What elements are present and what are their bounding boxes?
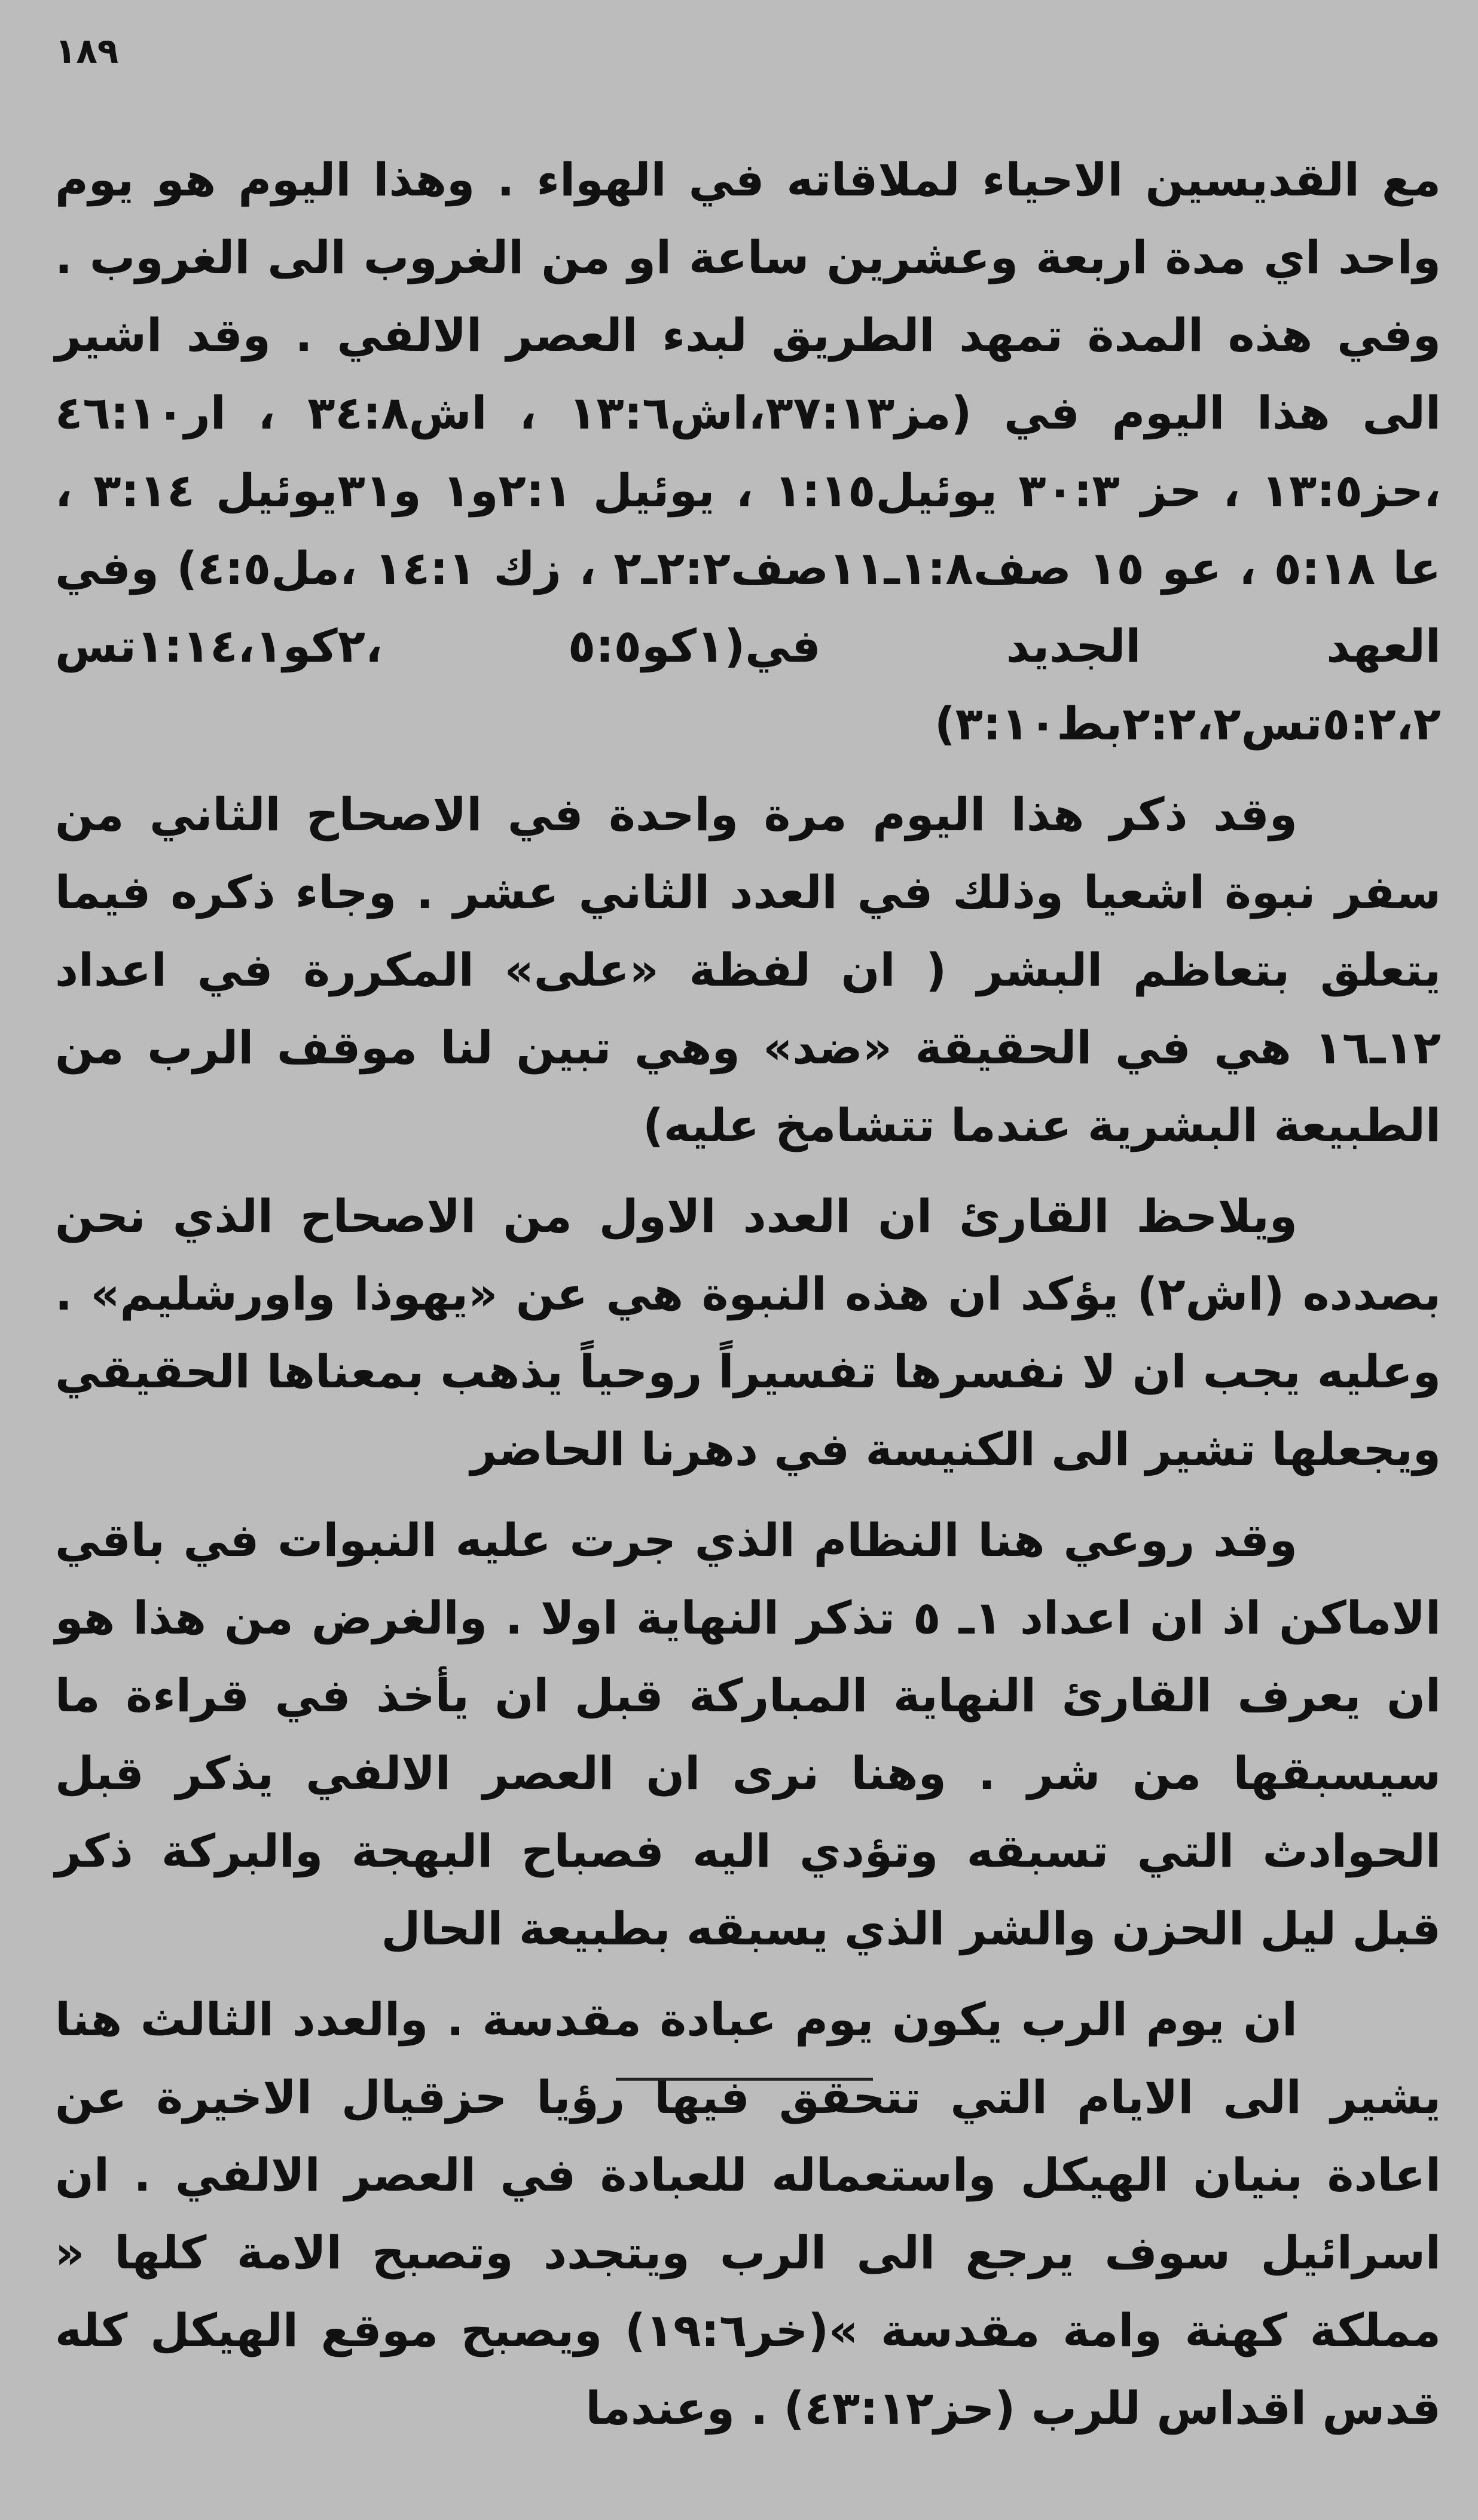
body-text <box>55 141 1441 2447</box>
page-number: ١٨٩ <box>55 30 119 71</box>
paragraph: وقد ذكر هذا اليوم مرة واحدة في الاصحاح الثاني من سفر نبوة اشعيا وذلك في العدد الثاني عشر . وجاء ذكره فيما يتعلق بتعاظم البشر ( ان لفظة «على» المكررة في اعداد ١٢ـ١٦ هي في الحقيقة «ضد» وهي تبين لنا موقف الرب من الطبيعة البشرية عندما تتشامخ عليه) <box>55 788 1441 1152</box>
paragraph: مع القديسين الاحياء لملاقاته في الهواء . وهذا اليوم هو يوم واحد اي مدة اربعة وعشرين ساعة او من الغروب الى الغروب . وفي هذه المدة تمهد الطريق لبدء العصر الالفي . وقد اشير الى هذا اليوم في (مز٣٧:١٣،اش١٣:٦ ، اش٣٤:٨ ، ار٤٦:١٠ ،حز١٣:٥ ، حز ٣٠:٣ يوئيل١:١٥ ، يوئيل ٢:١و١ و٣١يوئيل ٣:١٤ ، عا ٥:١٨ ، عو ١٥ صف١:٨ـ١١صف٢:٢ـ٢ ، زك ١٤:١ ،مل٤:٥) وفي العهد الجديد في(١كو٥:٥ ،٢كو١:١٤،١تس ٥:٢،٢تس٢:٢،٢بط٣:١٠) <box>55 153 1441 750</box>
underline-rule <box>616 2078 873 2081</box>
paragraph: ان يوم الرب يكون يوم عبادة مقدسة . والعدد الثالث هنا يشير الى الايام التي تتحقق فيها رؤيا حزقيال الاخيرة عن اعادة بنيان الهيكل واستعماله للعبادة في العصر الالفي . ان اسرائيل سوف يرجع الى الرب ويتجدد وتصبح الامة كلها « مملكة كهنة وامة مقدسة »(خر١٩:٦) ويصبح موقع الهيكل كله قدس اقداس للرب (حز٤٣:١٢) . وعندما <box>55 1993 1442 2435</box>
paragraph: وقد روعي هنا النظام الذي جرت عليه النبوات في باقي الاماكن اذ ان اعداد ١ـ ٥ تذكر النهاية اولا . والغرض من هذا هو ان يعرف القارئ النهاية المباركة قبل ان يأخذ في قراءة ما سيسبقها من شر . وهنا نرى ان العصر الالفي يذكر قبل الحوادث التي تسبقه وتؤدي اليه فصباح البهجة والبركة ذكر قبل ليل الحزن والشر الذي يسبقه بطبيعة الحال <box>55 1513 1441 1955</box>
paragraph: ويلاحظ القارئ ان العدد الاول من الاصحاح الذي نحن بصدده (اش٢) يؤكد ان هذه النبوة هي عن «يهوذا واورشليم» . وعليه يجب ان لا نفسرها تفسيراً روحياً يذهب بمعناها الحقيقي ويجعلها تشير الى الكنيسة في دهرنا الحاضر <box>55 1189 1441 1476</box>
